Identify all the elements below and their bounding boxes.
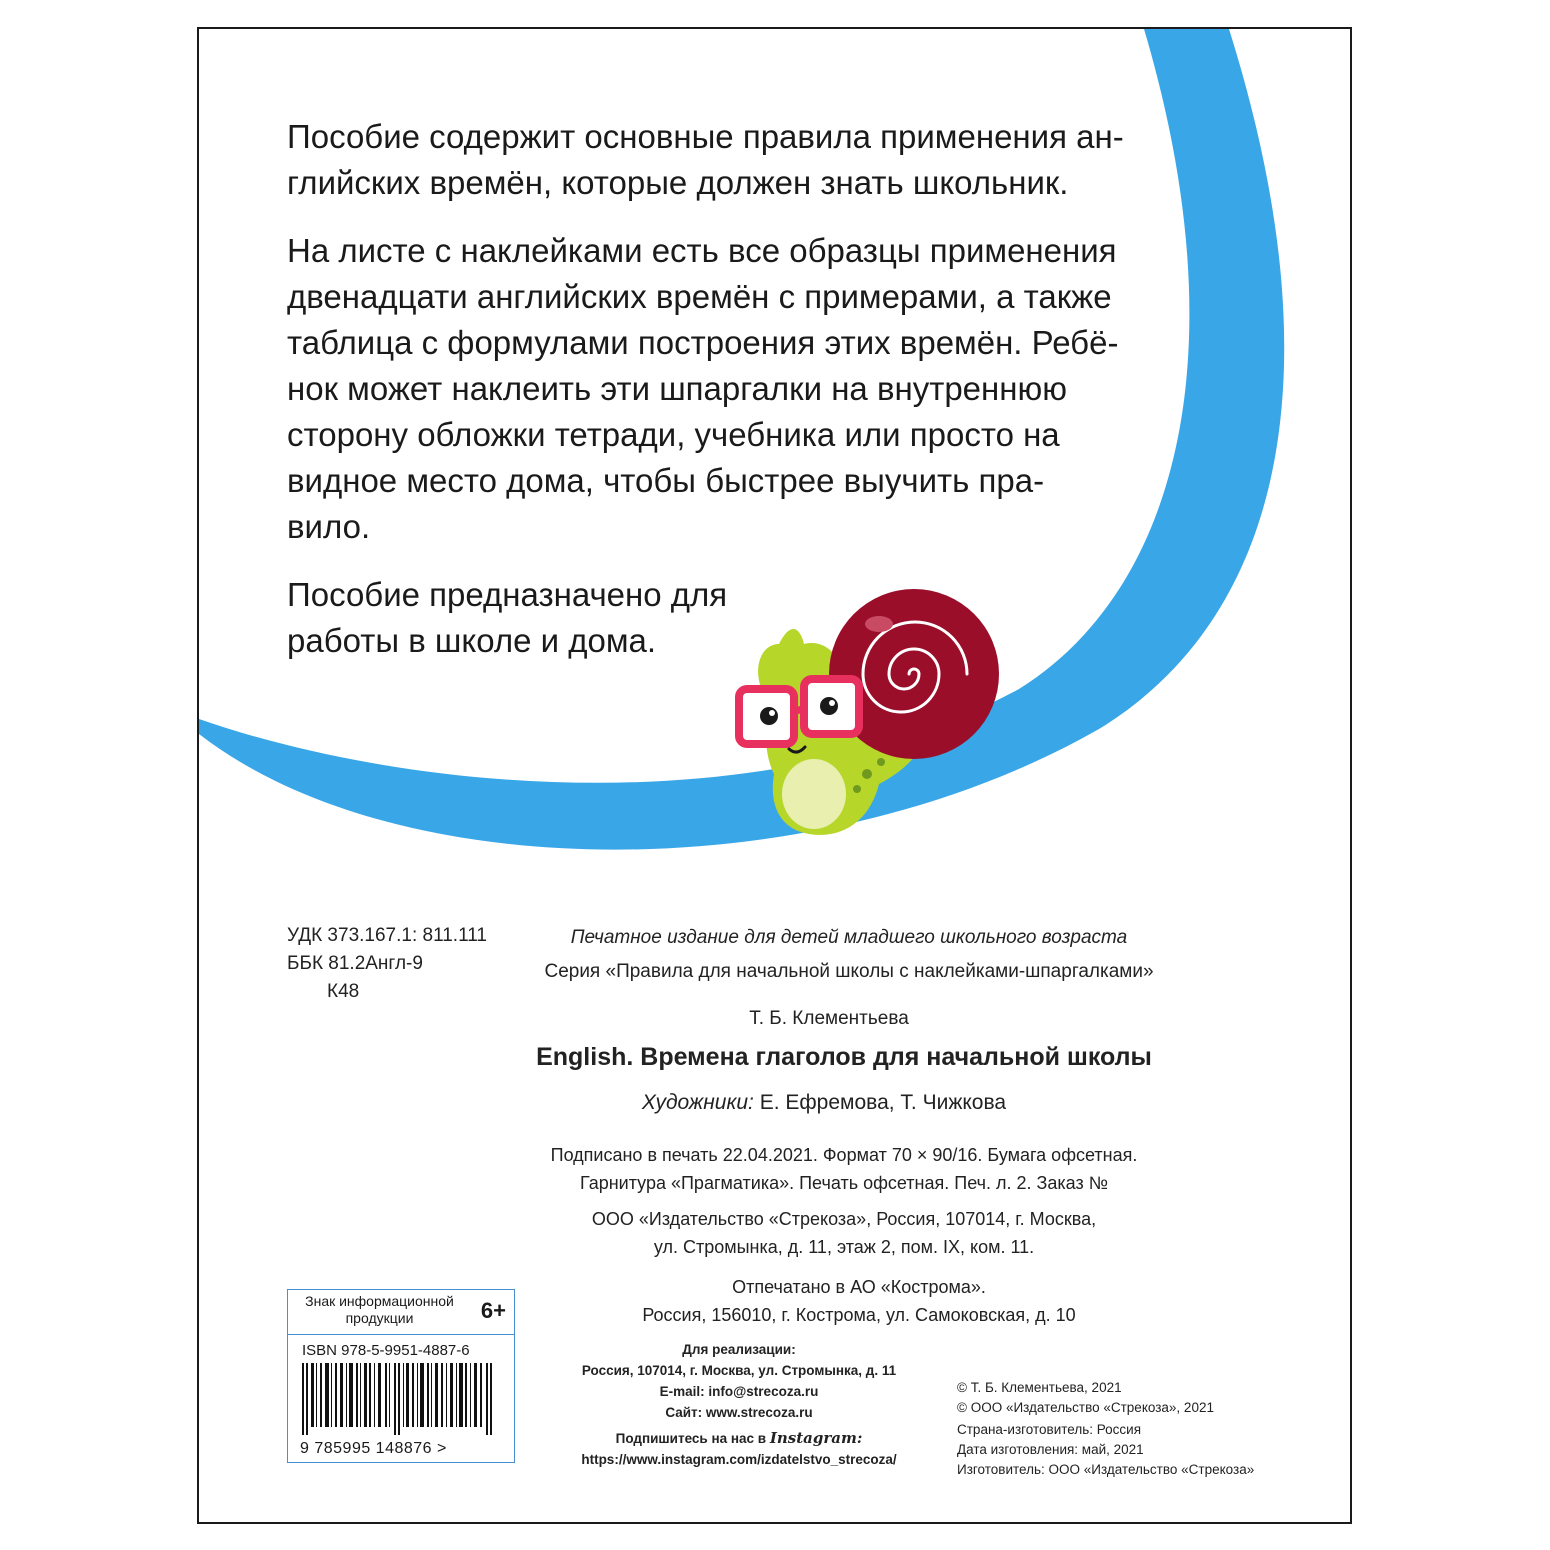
copyright-author: © Т. Б. Клементьева, 2021 [957, 1380, 1122, 1395]
artists-label: Художники: [641, 1091, 754, 1114]
description-paragraph-1: Пособие содержит основные правила применения ан- глийских времён, которые должен знать школьник. [287, 118, 1124, 201]
copyright-publisher: © ООО «Издательство «Стрекоза», 2021 [957, 1400, 1214, 1415]
age-rating-mark: 6+ [480, 1298, 506, 1323]
manufacturer-country: Страна-изготовитель: Россия [957, 1422, 1142, 1437]
edition-series: Серия «Правила для начальной школы с наклейками-шпаргалками» [544, 961, 1154, 982]
sales-site: Сайт: www.strecoza.ru [665, 1405, 813, 1420]
publisher-line-1: ООО «Издательство «Стрекоза», Россия, 107014, г. Москва, [591, 1209, 1097, 1229]
publisher-info [519, 1205, 1169, 1261]
sales-info [539, 1339, 939, 1470]
printer-info [579, 1273, 1139, 1329]
instagram-url: https://www.instagram.com/izdatelstvo_strecoza/ [581, 1452, 897, 1467]
printer-line-1: Отпечатано в АО «Кострома». [732, 1277, 986, 1297]
edition-purpose: Печатное издание для детей младшего школьного возраста [570, 927, 1128, 948]
sales-address: Россия, 107014, г. Москва, ул. Стромынка, д. 11 [581, 1363, 897, 1378]
author: Т. Б. Клементьева [749, 1008, 909, 1029]
isbn: ISBN 978-5-9951-4887-6 [302, 1342, 470, 1359]
age-rating-label: Знак информационной продукции [305, 1293, 454, 1326]
sales-email: E-mail: info@strecoza.ru [659, 1384, 819, 1399]
print-info-line-2: Гарнитура «Прагматика». Печать офсетная. Печ. л. 2. Заказ № [579, 1173, 1109, 1193]
instagram-label: Instagram: [769, 1429, 863, 1447]
manufacturer: Изготовитель: ООО «Издательство «Стрекоза» [957, 1462, 1255, 1477]
book-title: English. Времена глаголов для начальной школы [536, 1043, 1152, 1071]
manufacture-date: Дата изготовления: май, 2021 [957, 1442, 1144, 1457]
bbk: ББК 81.2Англ-9 [287, 953, 423, 974]
sales-heading: Для реализации: [682, 1342, 796, 1357]
barcode-number: 9 785995 148876 > [300, 1440, 447, 1457]
barcode-icon [302, 1363, 497, 1435]
copyright-info [957, 1378, 1317, 1480]
print-info [519, 1141, 1169, 1197]
printer-line-2: Россия, 156010, г. Кострома, ул. Самоковская, д. 10 [642, 1305, 1076, 1325]
age-rating-box [287, 1289, 515, 1463]
print-info-line-1: Подписано в печать 22.04.2021. Формат 70 × 90/16. Бумага офсетная. [550, 1145, 1138, 1165]
back-cover [197, 27, 1352, 1524]
description-paragraph-3: Пособие предназначено для работы в школе и дома. [287, 576, 728, 659]
author-mark: К48 [327, 981, 360, 1002]
description-paragraph-2: На листе с наклейками есть все образцы применения двенадцати английских времён с примерами, а также таблица с формулами построения этих времён. Ребё- нок может наклеить эти шпаргалки на внутреннюю сторону обложки тетради, учебника или просто на видное место дома, чтобы быстрее выучить пра- вило. [287, 232, 1119, 545]
sales-subscribe [539, 1428, 939, 1449]
udk: УДК 373.167.1: 811.111 [287, 925, 487, 946]
subscribe-prefix: Подпишитесь на нас в [615, 1431, 770, 1446]
publisher-line-2: ул. Стромынка, д. 11, этаж 2, пом. IX, ком. 11. [653, 1237, 1035, 1257]
artists [599, 1089, 1049, 1117]
classification [287, 922, 487, 1006]
snail-mascot-icon [729, 584, 1029, 874]
artists-names: Е. Ефремова, Т. Чижкова [753, 1091, 1007, 1114]
